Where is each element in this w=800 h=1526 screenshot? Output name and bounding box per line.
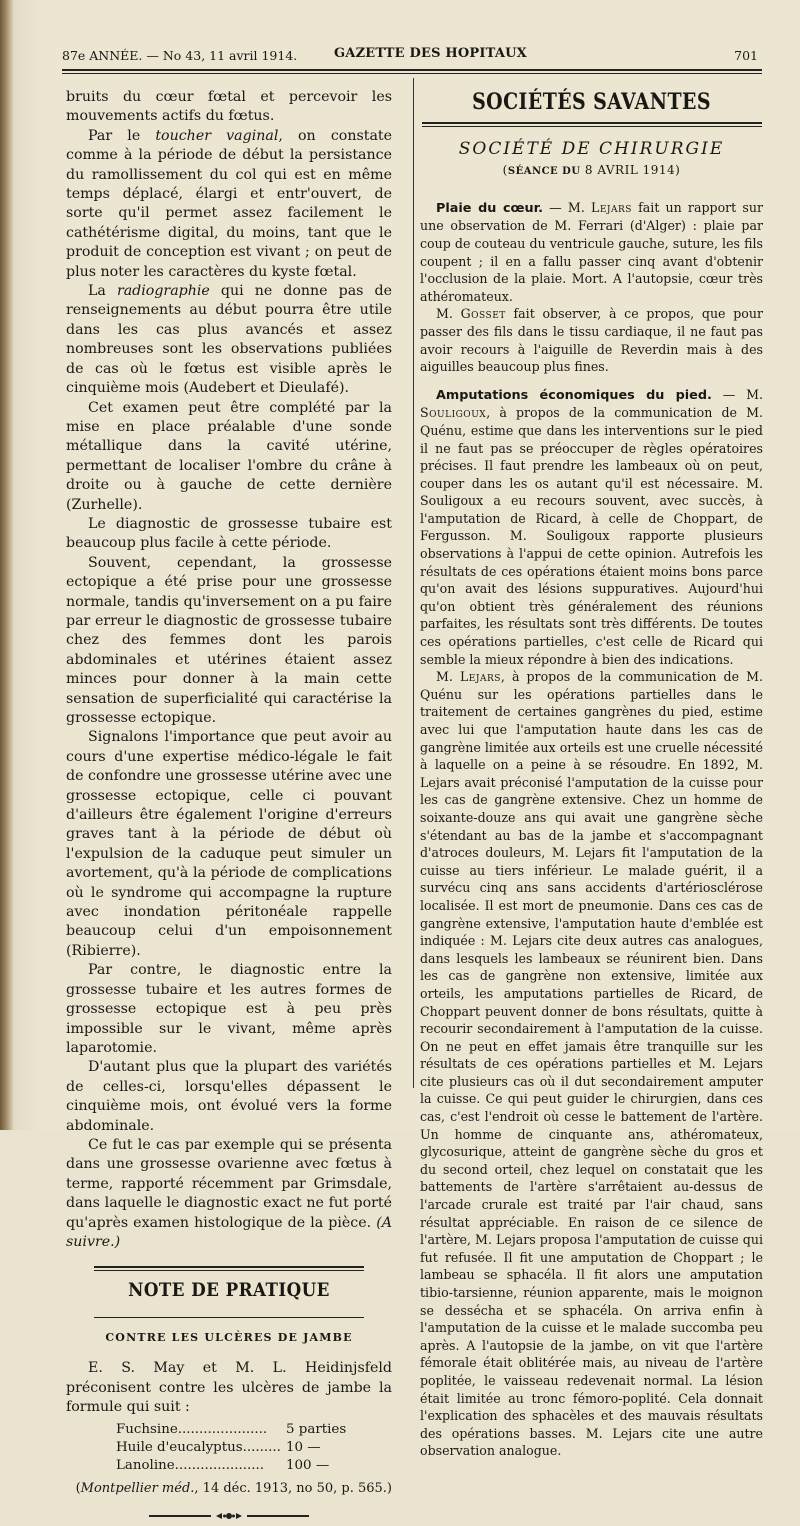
reference: (Montpellier méd., 14 déc. 1913, no 50, p. 565.): [75, 1481, 392, 1497]
paragraph: Souvent, cependant, la grossesse ectopique a été prise pour une grossesse normale, tandis qu'inversement on a pu faire par erreur le diagnostic de grossesse tubaire chez des femmes dont les parois abdominales et utérines étaient assez minces pour donner à la main cette sensation de superficialité qui caractérise la grossesse ectopique.: [66, 554, 392, 726]
ornament-icon: [214, 1511, 244, 1521]
formula-row: Lanoline..................... 100 —: [116, 1458, 330, 1474]
publication-title: GAZETTE DES HOPITAUX: [334, 46, 527, 61]
right-column: [420, 90, 763, 1460]
note-de-pratique-section: [66, 1266, 392, 1526]
paragraph: Signalons l'importance que peut avoir au cours d'une expertise médico-légale le fait de confondre une grossesse utérine avec une grossesse ectopique, celle ci pouvant d'ailleurs être également l'origine d'erreurs graves tant à la période de début où l'expulsion de la caduque peut simuler un avortement, qu'à la période de complications où le syndrome qui accompagne la rupture avec inondation péritonéale rappelle beaucoup celui d'un empoisonnement (Ribierre).: [66, 729, 392, 959]
paragraph: E. S. May et M. L. Heidinjsfeld préconisent contre les ulcères de jambe la formule qui suit :: [66, 1360, 392, 1415]
note-subtitle: CONTRE LES ULCÈRES DE JAMBE: [105, 1330, 353, 1344]
issue-info: 87e ANNÉE. — No 43, 11 avril 1914.: [62, 48, 298, 63]
left-column: [66, 88, 392, 1526]
session-date: (SÉANCE DU 8 AVRIL 1914): [502, 163, 681, 178]
entry-paragraph: Plaie du cœur. — M. Lejars fait un rapport sur une observation de M. Ferrari (d'Alger) : plaie par coup de couteau du ventricule gauche, suture, les fils coupent ; il en a fallu passer cinq avant d'obtenir l'occlusion de la plaie. Mort. A l'autopsie, cœur très athéromateux.: [420, 199, 763, 304]
section-title: SOCIÉTÉS SAVANTES: [472, 89, 711, 115]
paragraph: Ce fut le cas par exemple qui se présenta dans une grossesse ovarienne avec fœtus à terme, rapporté récemment par Grimsdale, dans laquelle le diagnostic exact ne fut porté qu'après examen histologique de la pièce. (A suivre.): [66, 1136, 392, 1250]
page-header: [62, 46, 762, 68]
paragraph: Le diagnostic de grossesse tubaire est beaucoup plus facile à cette période.: [66, 515, 392, 552]
formula-list: [116, 1421, 392, 1475]
paragraph: D'autant plus que la plupart des variétés de celles-ci, lorsqu'elles dépassent le cinquième mois, ont évolué vers la forme abdominale.: [66, 1059, 392, 1134]
column-divider: [413, 78, 414, 1088]
paragraph: La radiographie qui ne donne pas de renseignements au début pourra être utile dans les cas plus avancés et assez nombreuses sont les observations publiées de cas où le fœtus est visible après le cinquième mois (Audebert et Dieulafé).: [66, 283, 392, 397]
ornament-divider: [66, 1507, 392, 1526]
paragraph: M. Lejars, à propos de la communication de M. Quénu sur les opérations partielles dans le traitement de certaines gangrènes du pied, estime avec lui que l'amputation haute dans les cas de gangrène limitée aux orteils est une cruelle nécessité à laquelle on a peine à se résoudre. En 1892, M. Lejars avait préconisé l'amputation de la cuisse pour les cas de gangrène extensive. Chez un homme de soixante-douze ans qui avait une gangrène sèche s'étendant au bas de la jambe et s'accompagnant d'atroces douleurs, M. Lejars fit l'amputation de la cuisse au tiers inférieur. Le malade guérit, il a survécu cinq ans sans accidents d'artériosclérose localisée. Il est mort de pneumonie. Dans ces cas de gangrène extensive, l'amputation haute d'emblée est indiquée : M. Lejars cite deux autres cas analogues, dans lesquels les lambeaux se réunirent bien. Dans les cas de gangrène non extensive, limitée aux orteils, les amputations partielles de Ricard, de Choppart peuvent donner de bons résultats, quitte à recourir secondairement à l'amputation de la cuisse. On ne peut en effet jamais être tranquille sur les résultats de ces opérations partielles et M. Lejars cite plusieurs cas où il dut secondairement amputer la cuisse. Ce qui peut guider le chirurgien, dans ces cas, c'est l'endroit où cesse le battement de l'artère. Un homme de cinquante ans, athéromateux, glycosurique, atteint de gangrène sèche du gros et du second orteil, chez lequel on constatait que les battements de l'artère s'arrêtaient au-dessus de l'arcade crurale est traité par l'air chaud, sans résultat appréciable. En raison de ce silence de l'artère, M. Lejars proposa l'amputation de cuisse qui fut refusée. Il fit une amputation de Choppart ; le lambeau se sphacéla. Il fit alors une amputation tibio-tarsienne, réunion apparente, mais le moignon se dessécha et se sphacéla. On arriva enfin à l'amputation de la cuisse et le malade succomba peu après. A l'autopsie de la jambe, on vit que l'artère fémorale était oblitérée mais, au niveau de l'artère poplitée, le vaisseau redevenait normal. La lésion était limitée au tronc fémoro-poplité. Cela donnait l'explication des sphacèles et des mauvais résultats des opérations basses. M. Lejars cite une autre observation analogue.: [420, 669, 763, 1459]
formula-row: Huile d'eucalyptus......... 10 —: [116, 1440, 321, 1456]
entry-paragraph: Amputations économiques du pied. — M. Souligoux, à propos de la communication de M. Quénu, estime que dans les interventions sur le pied il ne faut pas se préoccuper de règles opératoires précises. Il faut prendre les lambeaux où on peut, couper dans les os autant qu'il est nécessaire. M. Souligoux a eu recours souvent, avec succès, à l'amputation de Ricard, à celle de Choppart, de Fergusson. M. Souligoux rapporte plusieurs observations à l'appui de cette opinion. Autrefois les résultats de ces opérations étaient moins bons parce qu'on avait des lésions suppuratives. Aujourd'hui qu'on obtient très généralement des réunions parfaites, les résultats sont très différents. De toutes ces opérations partielles, c'est celle de Ricard qui semble la mieux répondre à bien des indications.: [420, 386, 764, 667]
paragraph: Par contre, le diagnostic entre la grossesse tubaire et les autres formes de grossesse ectopique est à peu près impossible sur le vivant, même après laparotomie.: [66, 962, 392, 1056]
paragraph: M. Gosset fait observer, à ce propos, que pour passer des fils dans le tissu cardiaque, il ne faut pas avoir recours à l'aiguille de Reverdin mais à des aiguilles beaucoup plus fines.: [420, 306, 763, 375]
header-rule: [62, 69, 762, 71]
section-title: NOTE DE PRATIQUE: [128, 1279, 330, 1302]
header-rule-thin: [62, 73, 762, 74]
paragraph: Par le toucher vaginal, on constate comme à la période de début la persistance du ramollissement du col qui est en même temps déplacé, élargi et entr'ouvert, de sorte qu'il permet assez facilement le cathétérisme digital, du moins, tant que le produit de conception est vivant ; on peut de plus noter les caractères du kyste fœtal.: [66, 127, 392, 280]
page-number: 701: [734, 48, 758, 63]
formula-row: Fuchsine..................... 5 parties: [116, 1422, 347, 1438]
paragraph: Cet examen peut être complété par la mise en place préalable d'une sonde métallique dans la cavité utérine, permettant de localiser l'ombre du crâne à droite ou à gauche de cette dernière (Zurhelle).: [66, 399, 392, 513]
paragraph: bruits du cœur fœtal et percevoir les mouvements actifs du fœtus.: [66, 89, 392, 125]
society-title: SOCIÉTÉ DE CHIRURGIE: [458, 138, 725, 159]
